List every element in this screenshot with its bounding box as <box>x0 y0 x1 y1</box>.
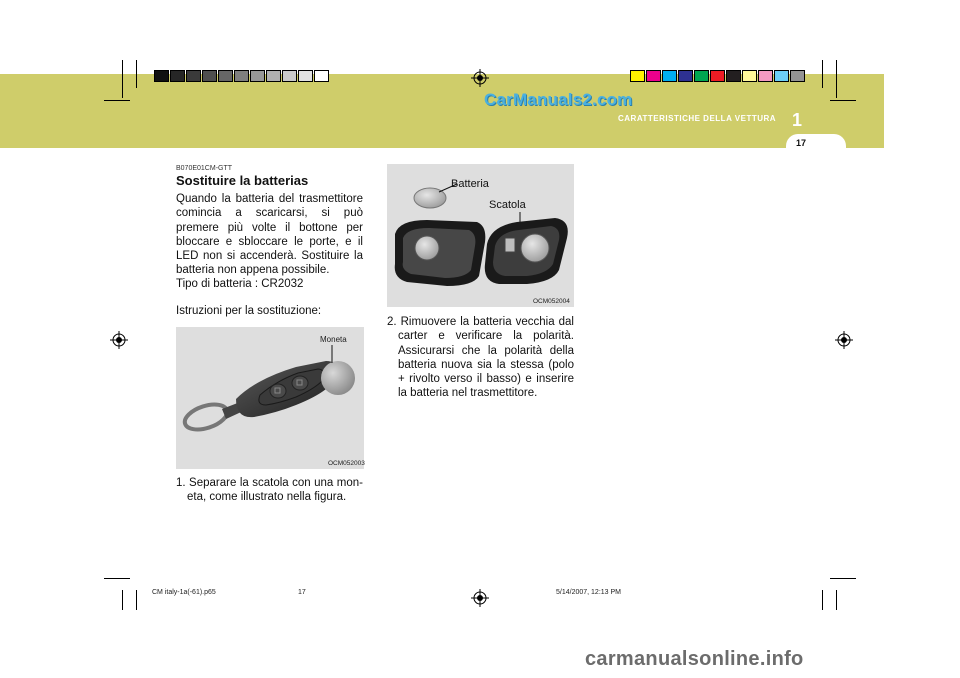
gray-swatch <box>186 70 201 82</box>
step-1: 1. Separare la scatola con una mon- eta, come illustrato nella figura. <box>176 477 363 504</box>
color-swatch <box>630 70 645 82</box>
chapter-number: 1 <box>792 110 803 130</box>
gray-swatch <box>250 70 265 82</box>
gray-swatch <box>234 70 249 82</box>
step-2: 2. Rimuovere la batteria vecchia dal carter e verificare la polarità. Assicurarsi che la polarità della batteria nuova sia la stessa (polo + rivolto verso il basso) e inserire la batteria nel trasmettitore. <box>387 316 574 400</box>
key-fob-coin-figure <box>176 327 364 469</box>
figure1-caption: OCM052003 <box>328 460 365 467</box>
gray-swatch <box>314 70 329 82</box>
key-fob-illustration <box>176 327 364 469</box>
color-swatch <box>710 70 725 82</box>
page-number: 17 <box>796 138 807 148</box>
gray-swatch <box>170 70 185 82</box>
color-swatch <box>694 70 709 82</box>
watermark-bottom[interactable]: carmanualsonline.info <box>585 648 804 670</box>
footer-page: 17 <box>298 589 306 596</box>
battery-case-figure <box>387 164 574 307</box>
registration-mark-icon <box>471 589 489 607</box>
color-swatch <box>790 70 805 82</box>
registration-mark-icon <box>835 331 853 349</box>
color-swatch <box>646 70 661 82</box>
color-swatch <box>774 70 789 82</box>
header-band <box>0 74 884 148</box>
coin-label: Moneta <box>320 335 347 344</box>
color-swatch <box>726 70 741 82</box>
color-swatch <box>662 70 677 82</box>
gray-swatch <box>266 70 281 82</box>
color-swatch <box>742 70 757 82</box>
figure2-caption: OCM052004 <box>533 298 570 305</box>
gray-swatch <box>202 70 217 82</box>
footer-datetime: 5/14/2007, 12:13 PM <box>556 589 621 596</box>
page-number-tab <box>786 134 846 154</box>
registration-mark-icon <box>471 69 489 87</box>
footer-file-name: CM italy-1a(-61).p65 <box>152 589 216 596</box>
gray-swatch <box>154 70 169 82</box>
gray-swatch <box>298 70 313 82</box>
section-code: B070E01CM-GTT <box>176 165 233 172</box>
section-title: CARATTERISTICHE DELLA VETTURA <box>618 114 777 123</box>
section-heading: Sostituire la batterias <box>176 173 309 188</box>
gray-swatch <box>218 70 233 82</box>
battery-label: Batteria <box>451 178 489 190</box>
instructions-label: Istruzioni per la sostituzione: <box>176 305 322 317</box>
gray-swatch <box>282 70 297 82</box>
registration-mark-icon <box>110 331 128 349</box>
watermark-top[interactable]: CarManuals2.com <box>484 90 633 109</box>
battery-type: Tipo di batteria : CR2032 <box>176 278 304 290</box>
case-label: Scatola <box>489 199 526 211</box>
color-swatch <box>758 70 773 82</box>
color-swatch <box>678 70 693 82</box>
intro-paragraph: Quando la batteria del trasmettitore comincia a scaricarsi, si può premere più volte il bottone per bloccare e sbloccare le porte, e il LED non si accenderà. Sostituire la batteria non appena possibile. <box>176 193 363 277</box>
